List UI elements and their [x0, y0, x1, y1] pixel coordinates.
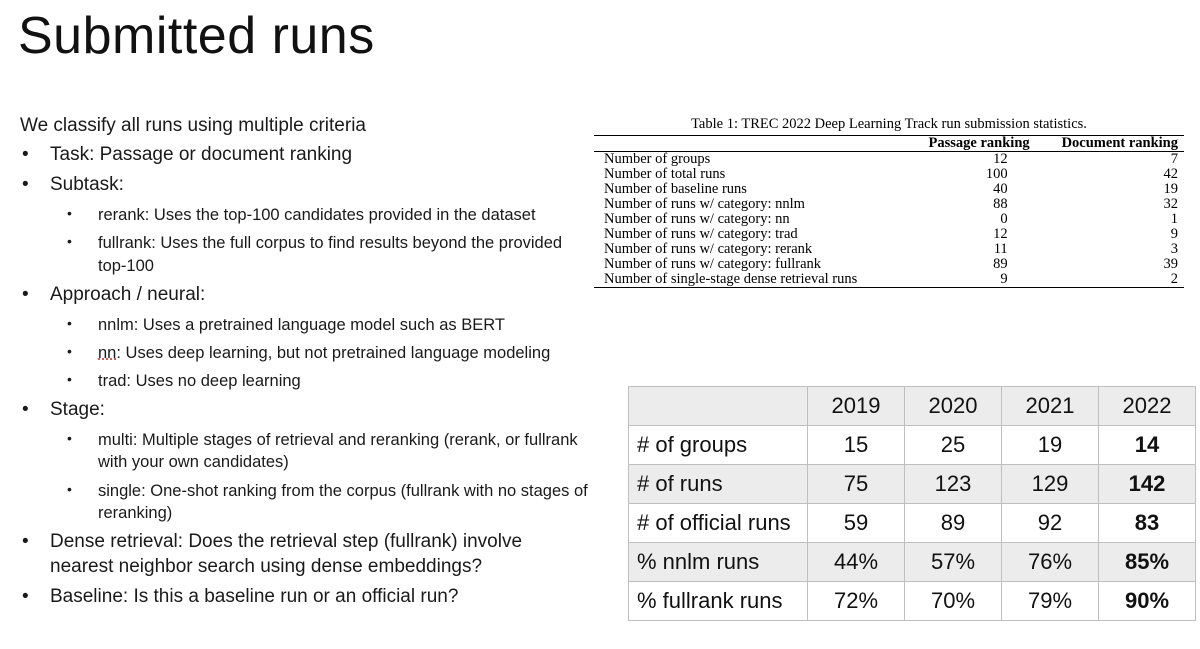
bullet-dot: • — [67, 314, 72, 331]
bullet-stage: • Stage: — [20, 398, 590, 423]
bullet-approach: • Approach / neural: — [20, 283, 590, 308]
table-row: Number of total runs 100 42 — [604, 166, 1178, 182]
bullet-task: • Task: Passage or document ranking — [20, 143, 590, 168]
table-row: Number of groups 12 7 — [604, 151, 1178, 167]
table-row: Number of runs w/ category: nnlm 88 32 — [604, 196, 1178, 212]
slide-title: Submitted runs — [18, 7, 375, 65]
table-row: # of official runs 59 89 92 83 — [629, 504, 1196, 543]
sub-bullet-rerank: • rerank: Uses the top-100 candidates provided in the dataset — [67, 205, 536, 225]
bullet-dot: • — [67, 233, 72, 250]
intro-text: We classify all runs using multiple criteria — [20, 115, 366, 136]
bullet-dot: • — [67, 480, 72, 497]
bullet-dot: • — [22, 143, 29, 165]
submission-stats-table — [594, 116, 1184, 288]
bullet-subtask: • Subtask: — [20, 173, 590, 198]
sub-bullet-nn: • nn: Uses deep learning, but not pretrained language modeling — [67, 342, 551, 362]
row-label: % fullrank runs — [629, 582, 808, 621]
empty-corner-cell — [629, 387, 808, 426]
row-label: # of groups — [629, 426, 808, 465]
bullet-dot: • — [22, 531, 29, 553]
row-label: % nnlm runs — [629, 543, 808, 582]
year-header: 2022 — [1099, 387, 1196, 426]
sub-bullet-multi: • multi: Multiple stages of retrieval and reranking (rerank, or fullrank with your own candidates) — [67, 430, 578, 472]
bullet-dot: • — [67, 342, 72, 359]
bullet-dot: • — [67, 371, 72, 388]
table-row: # of runs 75 123 129 142 — [629, 465, 1196, 504]
bullet-dot: • — [22, 586, 29, 608]
year-header: 2021 — [1002, 387, 1099, 426]
sub-bullet-trad: • trad: Uses no deep learning — [67, 371, 301, 391]
table-row: % fullrank runs 72% 70% 79% 90% — [629, 582, 1196, 621]
row-label: # of runs — [629, 465, 808, 504]
column-header: Passage ranking — [928, 135, 1030, 151]
table-row: Number of runs w/ category: rerank 11 3 — [604, 241, 1178, 257]
bullet-dot: • — [22, 283, 29, 305]
column-header: Document ranking — [1061, 135, 1178, 151]
criteria-list — [20, 114, 590, 616]
table-row: Number of runs w/ category: fullrank 89 39 — [604, 256, 1178, 272]
year-header-row — [629, 387, 1196, 426]
sub-bullet-fullrank: • fullrank: Uses the full corpus to find results beyond the provided top-100 — [67, 233, 563, 275]
bullet-dot: • — [22, 174, 29, 196]
bullet-dense: • Dense retrieval: Does the retrieval step (fullrank) involve nearest neighbor search using dense embeddings? — [22, 531, 523, 577]
row-label: # of official runs — [629, 504, 808, 543]
table-row: Number of runs w/ category: nn 0 1 — [604, 211, 1178, 227]
bullet-dot: • — [67, 430, 72, 447]
table-caption: Table 1: TREC 2022 Deep Learning Track run submission statistics. — [691, 116, 1087, 132]
table-header-row — [594, 136, 1184, 152]
table-row: Number of single-stage dense retrieval runs 9 2 — [604, 271, 1178, 287]
table-row: # of groups 15 25 19 14 — [629, 426, 1196, 465]
yearly-comparison-table — [628, 386, 1196, 621]
sub-bullet-nnlm: • nnlm: Uses a pretrained language model such as BERT — [67, 314, 505, 334]
table-row: Number of baseline runs 40 19 — [604, 181, 1178, 197]
bullet-dot: • — [67, 205, 72, 222]
bullet-dot: • — [22, 399, 29, 421]
year-header: 2019 — [808, 387, 905, 426]
table-row: Number of runs w/ category: trad 12 9 — [604, 226, 1178, 242]
year-header: 2020 — [905, 387, 1002, 426]
nn-term: nn — [98, 343, 117, 362]
table-row: % nnlm runs 44% 57% 76% 85% — [629, 543, 1196, 582]
sub-bullet-single: • single: One-shot ranking from the corpus (fullrank with no stages of reranking) — [67, 480, 588, 522]
column-header — [594, 136, 905, 152]
bullet-baseline: • Baseline: Is this a baseline run or an official run? — [20, 585, 590, 610]
